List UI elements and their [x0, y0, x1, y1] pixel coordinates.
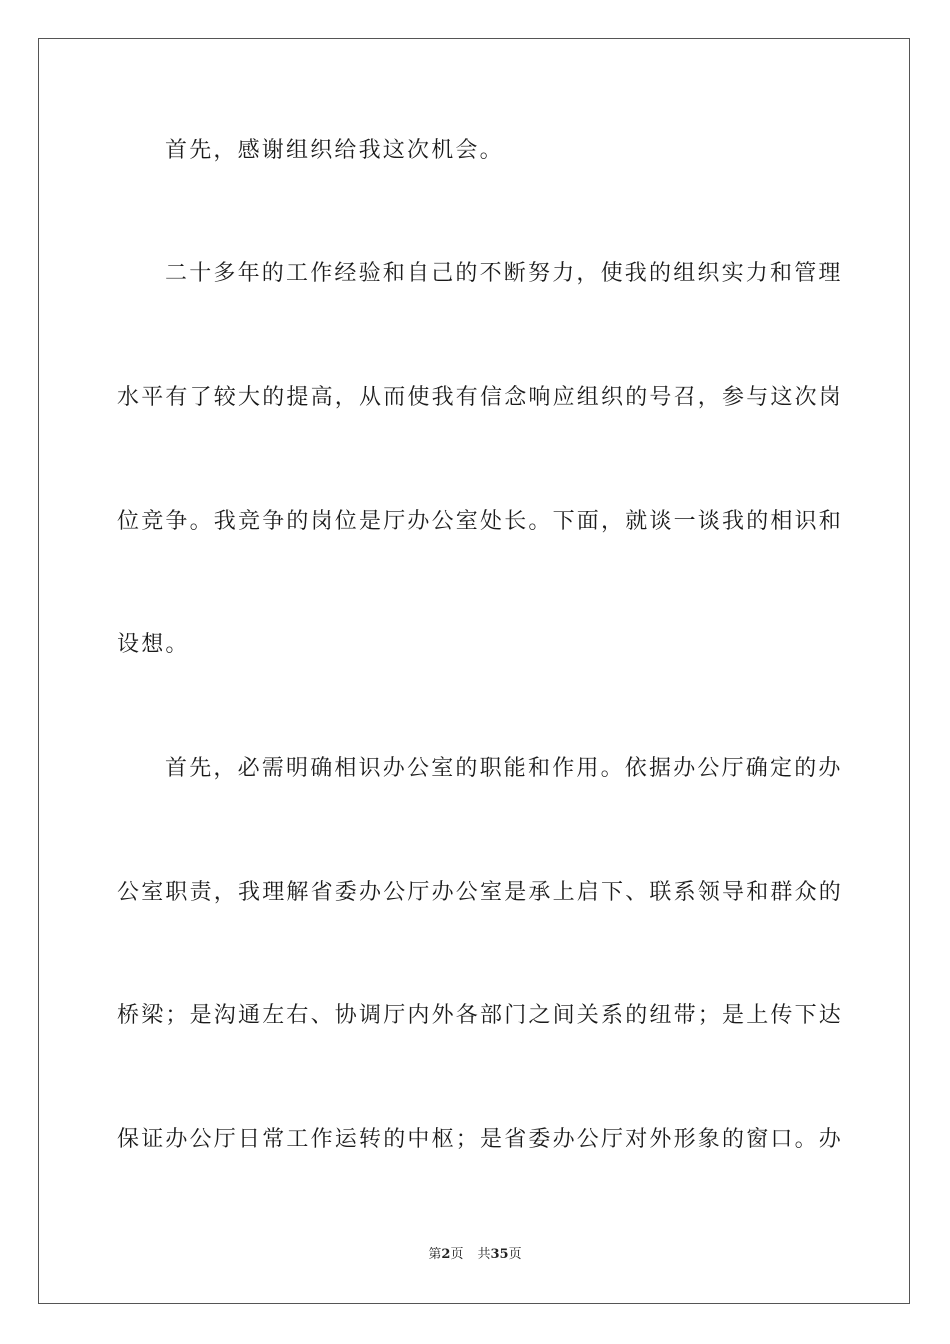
footer-total-suffix: 页 [508, 1247, 522, 1262]
page-footer [0, 1246, 950, 1264]
paragraph-line: 桥梁；是沟通左右、协调厅内外各部门之间关系的纽带；是上传下达 [117, 1003, 844, 1028]
paragraph-line: 二十多年的工作经验和自己的不断努力，使我的组织实力和管理 [165, 261, 843, 286]
footer-total-pages: 35 [490, 1247, 509, 1262]
paragraph-line: 首先，感谢组织给我这次机会。 [165, 138, 504, 163]
footer-total-prefix: 共 [477, 1247, 491, 1262]
paragraph-line: 首先，必需明确相识办公室的职能和作用。依据办公厅确定的办 [165, 756, 843, 781]
footer-page-prefix: 第 [428, 1247, 442, 1262]
footer-page-number: 2 [441, 1247, 451, 1262]
paragraph-line: 水平有了较大的提高，从而使我有信念响应组织的号召，参与这次岗 [117, 385, 844, 410]
paragraph-line: 位竞争。我竞争的岗位是厅办公室处长。下面，就谈一谈我的相识和 [117, 509, 844, 534]
page-border [38, 38, 910, 1304]
paragraph-line: 设想。 [117, 632, 190, 657]
paragraph-line: 保证办公厅日常工作运转的中枢；是省委办公厅对外形象的窗口。办 [117, 1127, 844, 1152]
paragraph-line: 公室职责，我理解省委办公厅办公室是承上启下、联系领导和群众的 [117, 880, 844, 905]
footer-page-suffix: 页 [450, 1247, 464, 1262]
